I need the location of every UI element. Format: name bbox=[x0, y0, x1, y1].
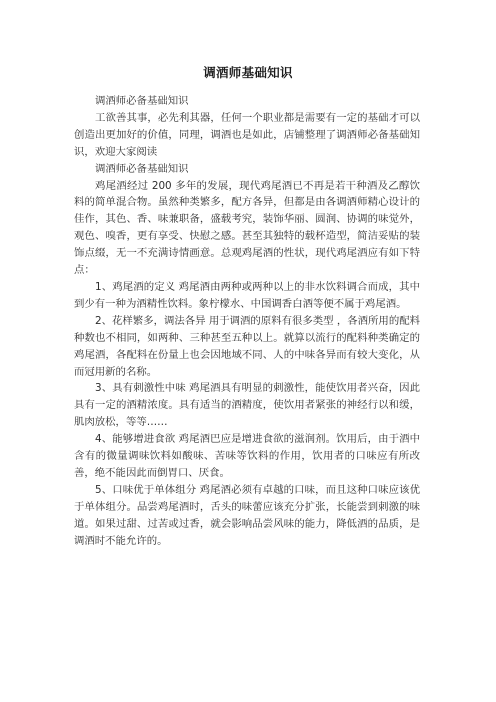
section-heading: 调酒师必备基础知识 bbox=[95, 95, 189, 107]
overview-paragraph: 鸡尾酒经过 200 多年的发展，现代鸡尾酒已不再是若干种酒及乙醇饮料的简单混合物。虽然种类繁多，配方各异，但都是由各调酒师精心设计的佳作，其色、香、味兼职备，盛载考究，装饰华丽、圆润、协调的味觉外，观色、嗅香，更有享受、快慰之感。甚至其独特的载杯造型，简洁妥贴的装饰点缀，无一不充满诗情画意。总观鸡尾酒的性状，现代鸡尾酒应有如下特点： bbox=[74, 179, 420, 277]
feature-paragraph: 3、具有刺激性中味 鸡尾酒具有明显的刺激性，能使饮用者兴奋，因此具有一定的酒精浓度。具有适当的酒精度，使饮用者紧张的神经行以和缓，肌肉放松，等等…… bbox=[74, 382, 420, 429]
intro-paragraph: 工欲善其事，必先利其器，任何一个职业都是需要有一定的基础才可以创造出更加好的价值，同理，调酒也是如此，店铺整理了调酒师必备基础知识，欢迎大家阅读 bbox=[74, 111, 420, 158]
document-title: 调酒师基础知识 bbox=[203, 65, 293, 80]
feature-paragraph: 2、花样繁多，调法各异 用于调酒的原料有很多类型 ，各酒所用的配料种数也不相同，如两种、三种甚至五种以上。就算以流行的配料种类确定的鸡尾酒，各配料在份量上也会因地域不同、人的中味各异而有较大变化，从而冠用新的名称。 bbox=[74, 314, 420, 378]
feature-paragraph: 1、鸡尾酒的定义 鸡尾酒由两种或两种以上的非水饮料调合而成，其中到少有一种为酒精性饮料。象柠檬水、中国调香白酒等便不属于鸡尾酒。 bbox=[74, 280, 420, 310]
document-body bbox=[74, 93, 420, 549]
feature-paragraph: 5、口味优于单体组分 鸡尾酒必须有卓越的口味，而且这种口味应该优于单体组分。品尝鸡尾酒时，舌头的味蕾应该充分扩张，长能尝到刺激的味道。如果过甜、过苦或过香，就会影响品尝风味的能力，降低酒的品质，是调酒时不能允许的。 bbox=[74, 483, 420, 547]
section-heading: 调酒师必备基础知识 bbox=[95, 162, 189, 175]
feature-paragraph: 4、能够增进食欲 鸡尾酒巴应是增进食欲的滋润剂。饮用后，由于酒中含有的微量调味饮料如酸味、苦味等饮料的作用，饮用者的口味应有所改善，绝不能因此而倒胃口、厌食。 bbox=[74, 433, 420, 479]
